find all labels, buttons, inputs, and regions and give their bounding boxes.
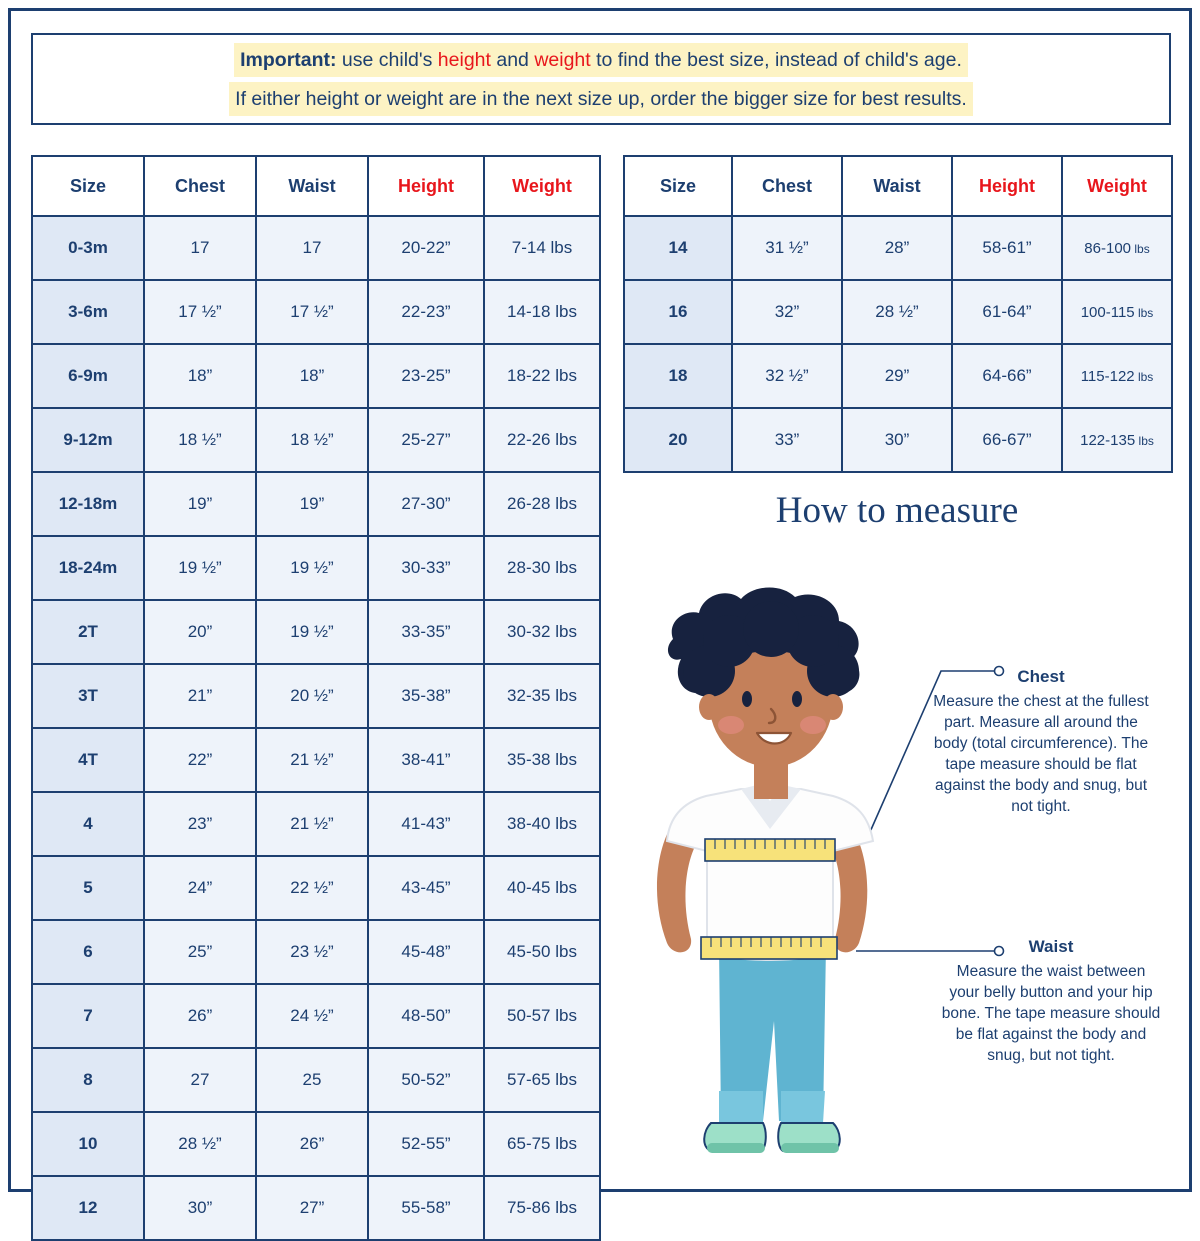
cell-waist: 29” bbox=[842, 344, 952, 408]
table-row bbox=[32, 856, 600, 920]
notice-line-1 bbox=[234, 43, 968, 77]
table-row bbox=[624, 408, 1172, 472]
cell-height: 23-25” bbox=[368, 344, 484, 408]
cell-size: 2T bbox=[32, 600, 144, 664]
cell-height: 20-22” bbox=[368, 216, 484, 280]
cell-size: 6 bbox=[32, 920, 144, 984]
cell-weight: 18-22 lbs bbox=[484, 344, 600, 408]
cell-waist: 17 bbox=[256, 216, 368, 280]
column-header-size: Size bbox=[32, 156, 144, 216]
table-row bbox=[32, 344, 600, 408]
table-row bbox=[624, 280, 1172, 344]
size-table-right bbox=[623, 155, 1173, 473]
cell-size: 12 bbox=[32, 1176, 144, 1240]
cell-waist: 24 ½” bbox=[256, 984, 368, 1048]
cell-waist: 22 ½” bbox=[256, 856, 368, 920]
cell-size: 4 bbox=[32, 792, 144, 856]
cell-chest: 20” bbox=[144, 600, 256, 664]
chest-callout bbox=[931, 666, 1151, 817]
table-row bbox=[32, 216, 600, 280]
cell-weight: 122-135 lbs bbox=[1062, 408, 1172, 472]
cell-weight: 100-115 lbs bbox=[1062, 280, 1172, 344]
column-header-waist: Waist bbox=[842, 156, 952, 216]
table-row bbox=[32, 1048, 600, 1112]
table-row bbox=[32, 600, 600, 664]
waist-tape-measure bbox=[701, 937, 837, 959]
cell-height: 58-61” bbox=[952, 216, 1062, 280]
cell-height: 38-41” bbox=[368, 728, 484, 792]
notice-text-b: and bbox=[490, 48, 535, 71]
neck bbox=[754, 763, 788, 799]
cell-height: 50-52” bbox=[368, 1048, 484, 1112]
waist-callout-title: Waist bbox=[1028, 937, 1074, 956]
cell-waist: 28 ½” bbox=[842, 280, 952, 344]
cell-chest: 17 ½” bbox=[144, 280, 256, 344]
chest-callout-title: Chest bbox=[1017, 667, 1065, 686]
cell-waist: 19 ½” bbox=[256, 536, 368, 600]
cell-weight: 115-122 lbs bbox=[1062, 344, 1172, 408]
table-row bbox=[32, 920, 600, 984]
cell-weight: 65-75 lbs bbox=[484, 1112, 600, 1176]
cell-waist: 19” bbox=[256, 472, 368, 536]
cell-size: 14 bbox=[624, 216, 732, 280]
table-row bbox=[32, 1176, 600, 1240]
child-measurement-illustration bbox=[611, 551, 1171, 1191]
column-header-size: Size bbox=[624, 156, 732, 216]
cell-chest: 32 ½” bbox=[732, 344, 842, 408]
notice-important-label: Important: bbox=[240, 48, 337, 71]
table-row bbox=[624, 344, 1172, 408]
column-header-height: Height bbox=[952, 156, 1062, 216]
cell-weight: 57-65 lbs bbox=[484, 1048, 600, 1112]
table-header-row bbox=[32, 156, 600, 216]
notice-height-word: height bbox=[437, 48, 491, 71]
cell-chest: 22” bbox=[144, 728, 256, 792]
cell-height: 66-67” bbox=[952, 408, 1062, 472]
cell-size: 7 bbox=[32, 984, 144, 1048]
cell-chest: 19 ½” bbox=[144, 536, 256, 600]
cell-size: 8 bbox=[32, 1048, 144, 1112]
cell-size: 5 bbox=[32, 856, 144, 920]
cell-waist: 25 bbox=[256, 1048, 368, 1112]
size-chart-page bbox=[8, 8, 1192, 1217]
cell-weight: 28-30 lbs bbox=[484, 536, 600, 600]
table-row bbox=[624, 216, 1172, 280]
cell-waist: 21 ½” bbox=[256, 792, 368, 856]
cell-height: 43-45” bbox=[368, 856, 484, 920]
size-table-left bbox=[31, 155, 601, 1241]
cell-chest: 33” bbox=[732, 408, 842, 472]
cell-height: 41-43” bbox=[368, 792, 484, 856]
cell-chest: 27 bbox=[144, 1048, 256, 1112]
important-notice bbox=[31, 33, 1171, 125]
cell-weight: 32-35 lbs bbox=[484, 664, 600, 728]
cell-height: 27-30” bbox=[368, 472, 484, 536]
cell-chest: 25” bbox=[144, 920, 256, 984]
cell-chest: 30” bbox=[144, 1176, 256, 1240]
cell-waist: 21 ½” bbox=[256, 728, 368, 792]
notice-line-2: If either height or weight are in the next size up, order the bigger size for best results. bbox=[229, 82, 973, 116]
cell-height: 48-50” bbox=[368, 984, 484, 1048]
cell-height: 33-35” bbox=[368, 600, 484, 664]
cell-chest: 28 ½” bbox=[144, 1112, 256, 1176]
cell-waist: 18” bbox=[256, 344, 368, 408]
cell-height: 61-64” bbox=[952, 280, 1062, 344]
table-row bbox=[32, 472, 600, 536]
column-header-waist: Waist bbox=[256, 156, 368, 216]
table-row bbox=[32, 536, 600, 600]
cell-weight: 26-28 lbs bbox=[484, 472, 600, 536]
table-row bbox=[32, 792, 600, 856]
cell-chest: 26” bbox=[144, 984, 256, 1048]
cell-weight: 30-32 lbs bbox=[484, 600, 600, 664]
cell-size: 9-12m bbox=[32, 408, 144, 472]
column-header-height: Height bbox=[368, 156, 484, 216]
cell-size: 12-18m bbox=[32, 472, 144, 536]
column-header-weight: Weight bbox=[484, 156, 600, 216]
cell-height: 25-27” bbox=[368, 408, 484, 472]
notice-text-c: to find the best size, instead of child's age. bbox=[590, 48, 962, 71]
cell-weight: 14-18 lbs bbox=[484, 280, 600, 344]
cell-chest: 18 ½” bbox=[144, 408, 256, 472]
cell-height: 35-38” bbox=[368, 664, 484, 728]
cell-waist: 30” bbox=[842, 408, 952, 472]
cell-weight: 22-26 lbs bbox=[484, 408, 600, 472]
cell-size: 3T bbox=[32, 664, 144, 728]
table-row bbox=[32, 408, 600, 472]
cell-size: 18-24m bbox=[32, 536, 144, 600]
cell-height: 30-33” bbox=[368, 536, 484, 600]
cell-size: 20 bbox=[624, 408, 732, 472]
chest-callout-text: Measure the chest at the fullest part. Measure all around the body (total circumference). The tape measure should be flat against the body and snug, but not tight. bbox=[933, 693, 1149, 815]
cell-weight: 86-100 lbs bbox=[1062, 216, 1172, 280]
cell-size: 0-3m bbox=[32, 216, 144, 280]
head bbox=[668, 587, 859, 767]
table-row bbox=[32, 1112, 600, 1176]
cell-size: 10 bbox=[32, 1112, 144, 1176]
notice-text-a: use child's bbox=[336, 48, 438, 71]
cell-weight: 40-45 lbs bbox=[484, 856, 600, 920]
cell-chest: 23” bbox=[144, 792, 256, 856]
cell-chest: 32” bbox=[732, 280, 842, 344]
cell-waist: 26” bbox=[256, 1112, 368, 1176]
cell-waist: 20 ½” bbox=[256, 664, 368, 728]
cell-weight: 38-40 lbs bbox=[484, 792, 600, 856]
cell-size: 18 bbox=[624, 344, 732, 408]
cell-chest: 17 bbox=[144, 216, 256, 280]
waist-callout-text: Measure the waist between your belly button and your hip bone. The tape measure should be flat against the body and snug, but not tight. bbox=[941, 963, 1161, 1064]
cell-size: 16 bbox=[624, 280, 732, 344]
cell-chest: 19” bbox=[144, 472, 256, 536]
pants bbox=[719, 946, 826, 1123]
table-row bbox=[32, 984, 600, 1048]
cell-waist: 23 ½” bbox=[256, 920, 368, 984]
column-header-weight: Weight bbox=[1062, 156, 1172, 216]
table-row bbox=[32, 728, 600, 792]
waist-callout bbox=[941, 936, 1161, 1066]
cell-weight: 75-86 lbs bbox=[484, 1176, 600, 1240]
column-header-chest: Chest bbox=[144, 156, 256, 216]
cell-waist: 17 ½” bbox=[256, 280, 368, 344]
cell-height: 45-48” bbox=[368, 920, 484, 984]
cell-size: 3-6m bbox=[32, 280, 144, 344]
table-row bbox=[32, 664, 600, 728]
cell-size: 6-9m bbox=[32, 344, 144, 408]
chest-tape-measure bbox=[705, 839, 835, 861]
cell-waist: 19 ½” bbox=[256, 600, 368, 664]
cell-chest: 31 ½” bbox=[732, 216, 842, 280]
cell-waist: 27” bbox=[256, 1176, 368, 1240]
cell-chest: 18” bbox=[144, 344, 256, 408]
cell-size: 4T bbox=[32, 728, 144, 792]
cell-waist: 28” bbox=[842, 216, 952, 280]
how-to-measure-title: How to measure bbox=[775, 490, 1019, 531]
cell-waist: 18 ½” bbox=[256, 408, 368, 472]
cell-height: 64-66” bbox=[952, 344, 1062, 408]
cell-height: 22-23” bbox=[368, 280, 484, 344]
cell-weight: 7-14 lbs bbox=[484, 216, 600, 280]
cell-weight: 45-50 lbs bbox=[484, 920, 600, 984]
cell-chest: 21” bbox=[144, 664, 256, 728]
shoes bbox=[704, 1123, 840, 1153]
cell-height: 55-58” bbox=[368, 1176, 484, 1240]
column-header-chest: Chest bbox=[732, 156, 842, 216]
cell-weight: 50-57 lbs bbox=[484, 984, 600, 1048]
cell-height: 52-55” bbox=[368, 1112, 484, 1176]
notice-weight-word: weight bbox=[534, 48, 591, 71]
table-row bbox=[32, 280, 600, 344]
cell-chest: 24” bbox=[144, 856, 256, 920]
cell-weight: 35-38 lbs bbox=[484, 728, 600, 792]
table-header-row bbox=[624, 156, 1172, 216]
